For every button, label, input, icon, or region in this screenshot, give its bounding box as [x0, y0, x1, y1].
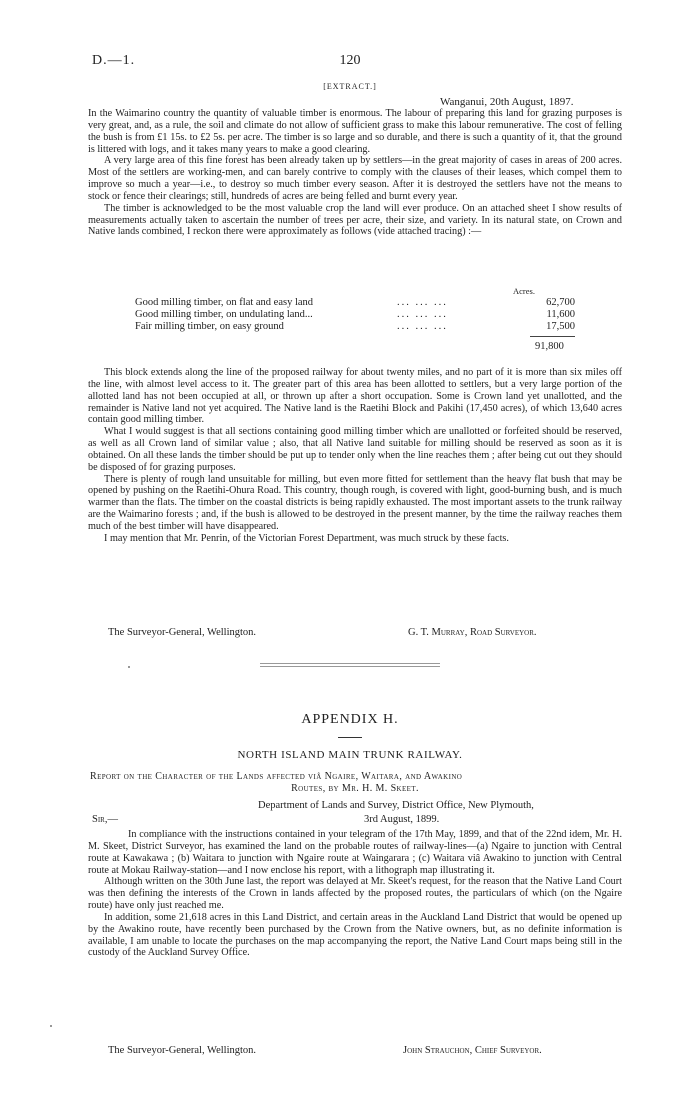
row-value: 62,700 [546, 297, 575, 308]
table-row [135, 321, 575, 333]
paragraph: What I would suggest is that all sections containing good milling timber which are unallotted or forfeited should be reserved, as well as all Crown land of similar value ; also, that all Native land suitable for milling should be reserved as soon as it is obtained. On all these lands the timber should be put up to tender only when the line reaches them ; after being cut out they should be disposed of for grazing purposes. [88, 426, 622, 473]
letter-addressee: The Surveyor-General, Wellington. [108, 1045, 257, 1056]
table-unit-header: Acres. [513, 286, 535, 296]
letter-signature: John Strauchon, Chief Surveyor. [403, 1045, 542, 1056]
paragraph: Although written on the 30th June last, the report was delayed at Mr. Skeet's request, for the reason that the Native Land Court was then defining the interests of the Crown in lands affected by the proposed routes, the particulars of which (on the Ngaire route) have only just reached me. [88, 876, 622, 912]
table-row [135, 297, 575, 309]
paragraph: There is plenty of rough land unsuitable for milling, but even more fitted for settlement than the heavy flat bush that may be opened by pushing on the Raetihi-Ohura Road. This country, though rough, is covered with light, good-burning bush, and is much warmer than the flats. The timber on the coastal districts is being rapidly exhausted. The most important assets to the trunk railway are the Waimarino forests ; and, if the bush is allowed to be destroyed in the present manner, by the time the railway reaches them much of the best timber will have disappeared. [88, 473, 622, 532]
letter-date: 3rd August, 1899. [364, 814, 440, 825]
document-reference: D.—1. [92, 53, 136, 68]
table-row [135, 309, 575, 321]
letter-body [88, 829, 622, 959]
row-label: Good milling timber, on undulating land... [135, 309, 313, 320]
page-mark [128, 666, 130, 668]
report-heading-line: Report on the Character of the Lands affected viâ Ngaire, Waitara, and Awakino [90, 771, 463, 782]
paragraph: The timber is acknowledged to be the most valuable crop the land will ever produce. On an attached sheet I show results of measurements actually taken to ascertain the number of trees per acre, their size, and variety. In its natural state, on Crown and Native lands combined, I reckon there were approximately as follows (vide attached tracing) :— [88, 202, 622, 238]
extract-body-continued [88, 367, 622, 545]
report-heading [90, 771, 620, 795]
extract-body [88, 108, 622, 238]
row-label: Fair milling timber, on easy ground [135, 321, 284, 332]
paragraph: In the Waimarino country the quantity of valuable timber is enormous. The labour of preparing this land for grazing purposes is very great, and, as a rule, the soil and climate do not allow of sufficient grass to make this labour remunerative. The cost of felling the bush is from £1 15s. to £2 5s. per acre. The timber is so large and so durable, and there is such a quantity of it, that the ground is littered with logs, and it takes many years to make a good clearing. [88, 108, 622, 155]
total-rule [530, 336, 575, 337]
section-divider [260, 666, 440, 667]
page-number: 120 [339, 53, 361, 68]
paragraph: I may mention that Mr. Penrin, of the Victorian Forest Department, was much struck by these facts. [104, 532, 509, 544]
paragraph: In addition, some 21,618 acres in this Land District, and certain areas in the Auckland Land District that would be opened up by the Awakino route, have recently been purchased by the Crown from the Native owners, but, as no definite information is available, I am unable to locate the purchases on the map accompanying the report, the Native Land Court maps being still in the custody of the Auckland Survey Office. [88, 911, 622, 959]
paragraph: In compliance with the instructions contained in your telegram of the 17th May, 1899, and that of the 22nd idem, Mr. H. M. Skeet, District Surveyor, has examined the land on the probable routes of railway-lines—(a) Ngaire to junction with Central route at Kawakawa ; (b) Waitara to junction with Ngaire route at Waingarara ; (c) Waitara viâ Awakino to junction with Central route at Mokau Railway-station—and I now enclose his report, with a lithograph map illustrating it. [88, 829, 622, 876]
salutation: Sir,— [92, 814, 118, 825]
report-heading-line: Routes, by Mr. H. M. Skeet. [291, 783, 419, 794]
page-mark [50, 1025, 52, 1027]
extract-signature: G. T. Murray, Road Surveyor. [408, 627, 537, 638]
table-total: 91,800 [535, 341, 564, 352]
appendix-subtitle: NORTH ISLAND MAIN TRUNK RAILWAY. [237, 749, 463, 761]
title-rule [338, 737, 362, 738]
extract-label: [EXTRACT.] [323, 82, 377, 91]
row-leader: ... ... ... [397, 309, 448, 320]
section-divider [260, 663, 440, 664]
extract-dateline: Wanganui, 20th August, 1897. [440, 96, 574, 108]
row-value: 11,600 [546, 309, 575, 320]
row-label: Good milling timber, on flat and easy land [135, 297, 314, 308]
row-value: 17,500 [546, 321, 575, 332]
appendix-title: APPENDIX H. [301, 712, 399, 727]
department-line: Department of Lands and Survey, District Office, New Plymouth, [258, 800, 534, 811]
extract-addressee: The Surveyor-General, Wellington. [108, 627, 257, 638]
row-leader: ... ... ... [397, 321, 448, 332]
paragraph: A very large area of this fine forest has been already taken up by settlers—in the great majority of cases in areas of 200 acres. Most of the settlers are working-men, and can barely contrive to comply with the clauses of their leases, which compel them to improve so much a year—i.e., to destroy so much timber every season. After it is destroyed the settlers have not the means to stock or fence their clearings; still, hundreds of acres are being felled and burnt every year. [88, 155, 622, 202]
paragraph: This block extends along the line of the proposed railway for about twenty miles, and no part of it is more than six miles off the line, with almost level access to it. The greater part of this area has been allotted to settlers, but a very large portion of the allotted land has not been occupied at all, or thrown up after a short occupation. Some is Crown land yet unallotted, and the remainder is Native land not yet acquired. The Native land is the Raetihi Block and Pakihi (17,450 acres), of which 13,640 acres contain good milling timber. [88, 367, 622, 426]
row-leader: ... ... ... [397, 297, 448, 308]
